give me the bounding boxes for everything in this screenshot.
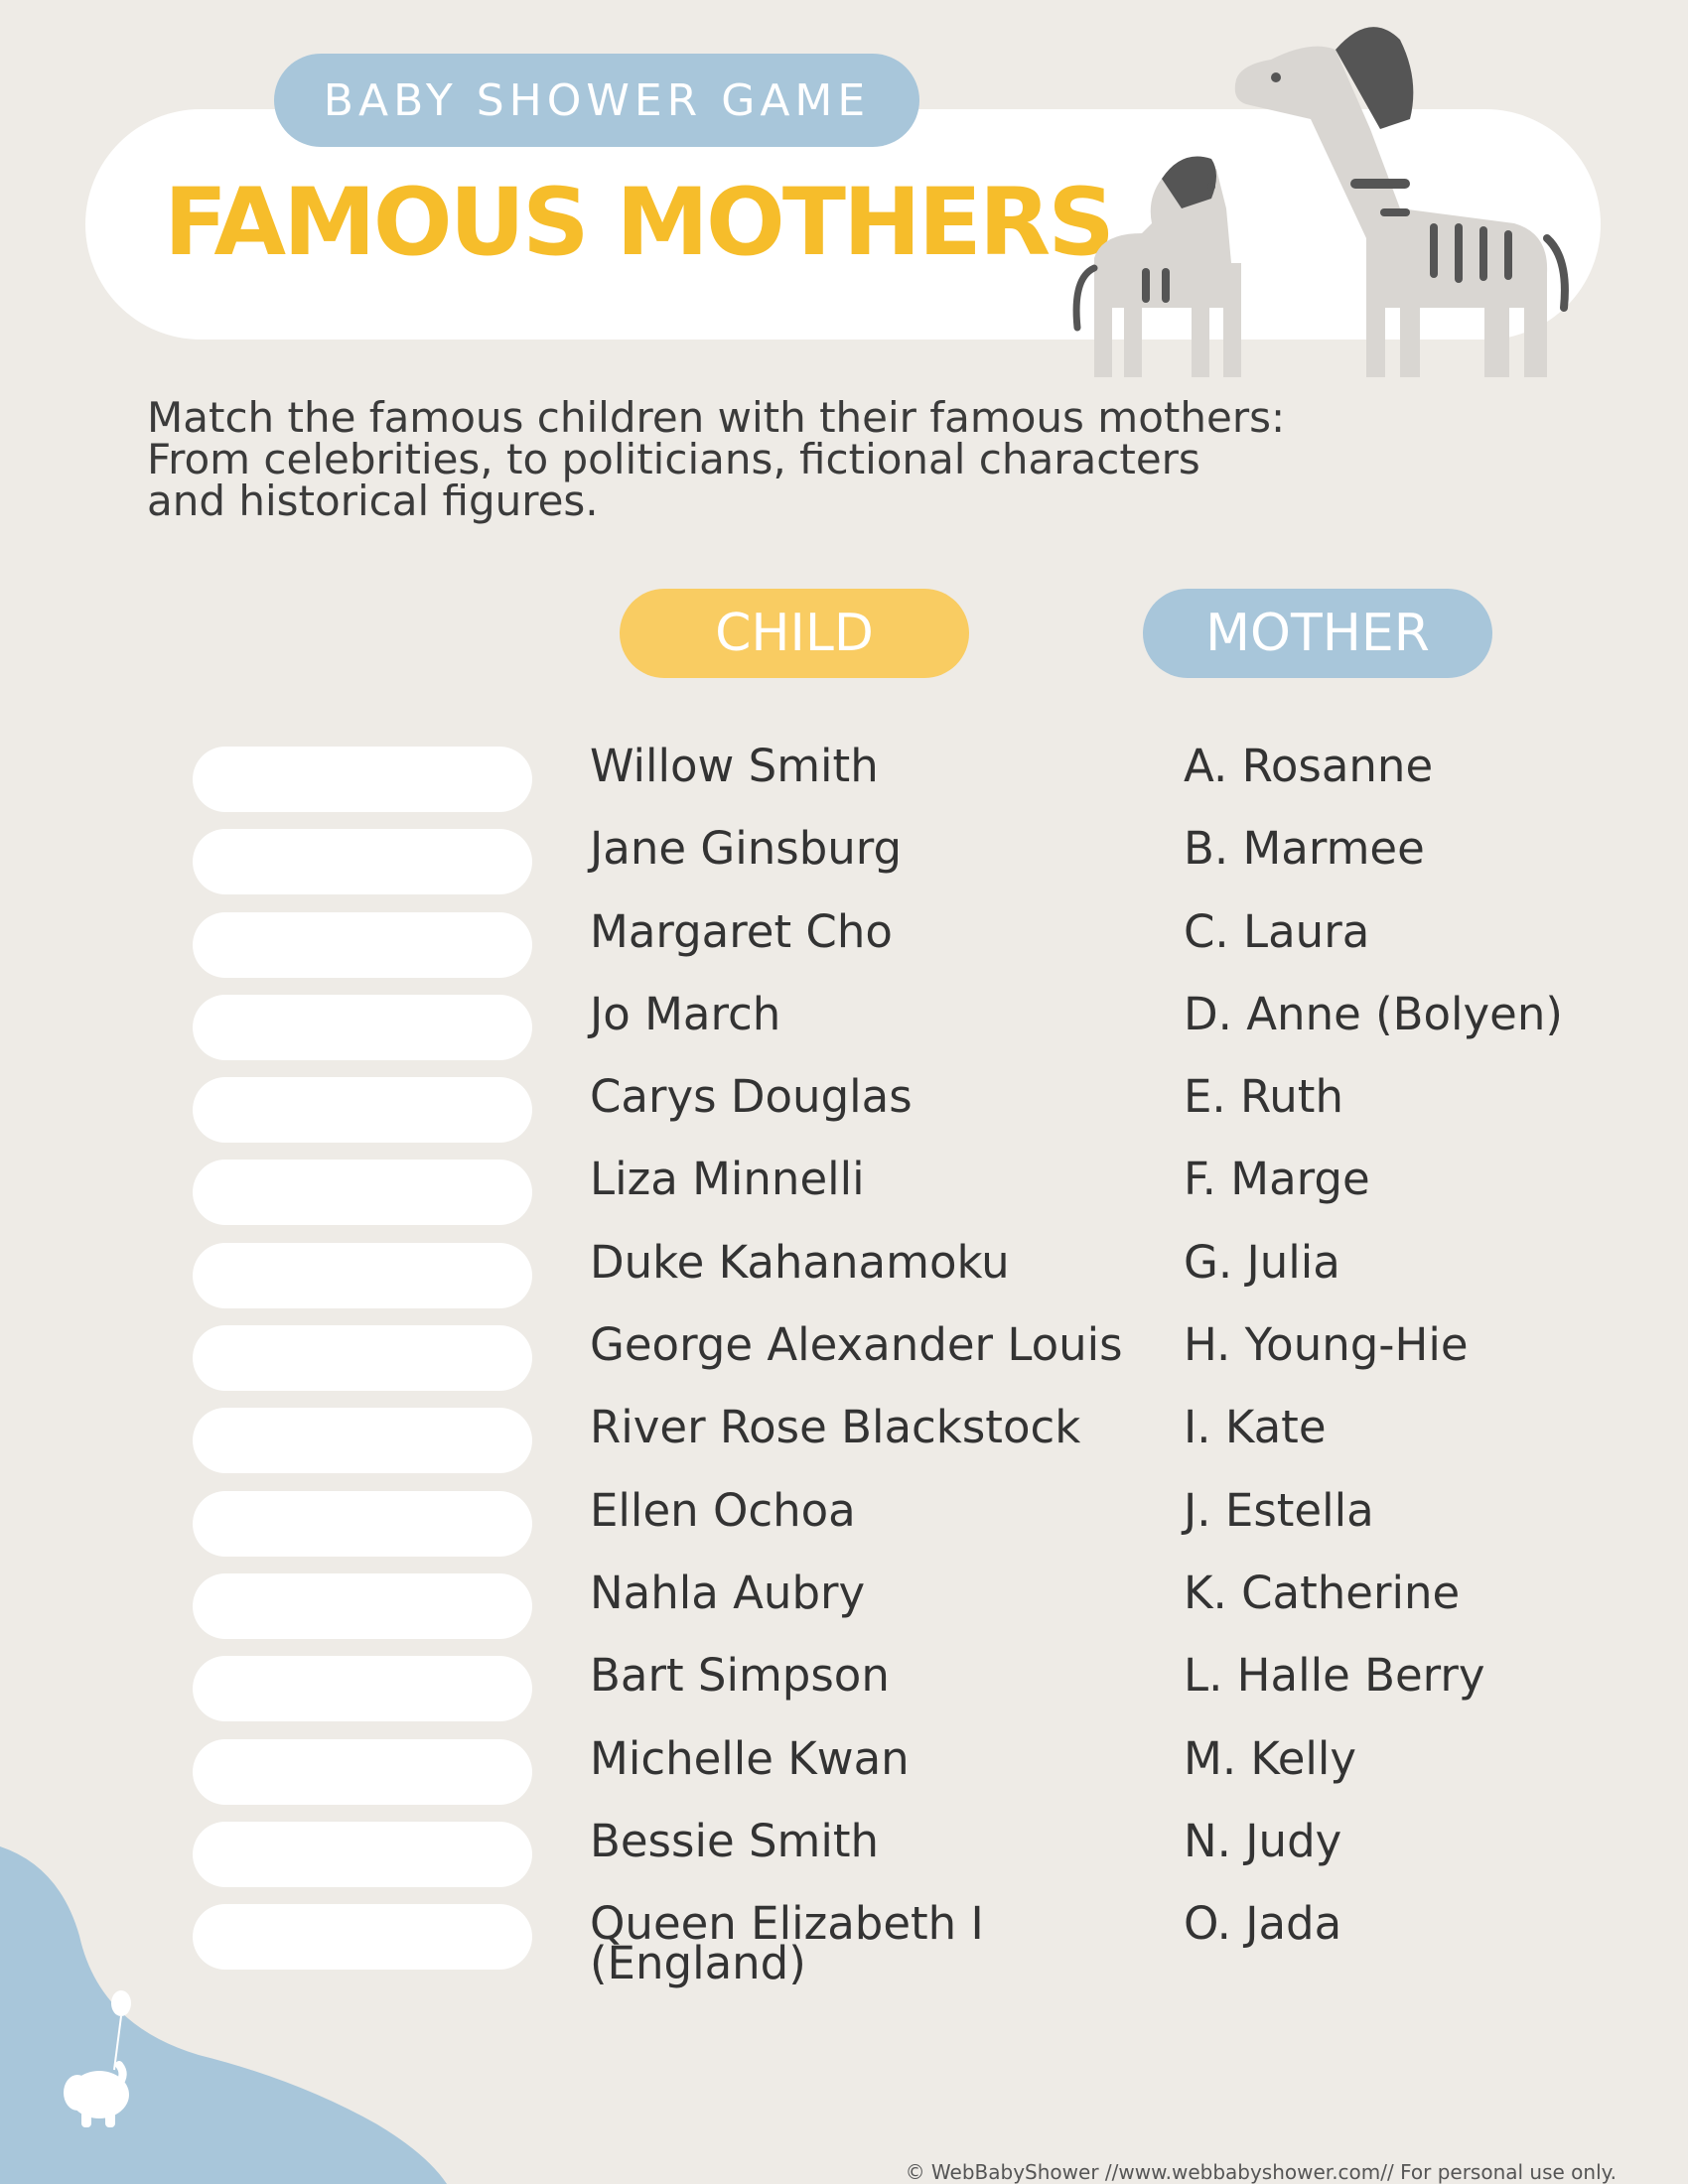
child-name: River Rose Blackstock [590,1401,1081,1454]
page-title: FAMOUS MOTHERS [164,169,1112,277]
mother-option: D. Anne (Bolyen) [1184,987,1563,1040]
list-item [0,1731,1688,1818]
answer-field[interactable] [193,829,532,894]
instruction-line: From celebrities, to politicians, fictional characters [147,435,1200,483]
child-name: Bart Simpson [590,1649,890,1703]
instructions [147,393,1458,525]
list-item [0,1153,1688,1238]
answer-field[interactable] [193,1243,532,1308]
answer-field[interactable] [193,1739,532,1805]
mother-option: N. Judy [1184,1814,1342,1867]
game-tag: BABY SHOWER GAME [274,54,919,147]
adult-zebra-icon [1235,27,1565,377]
child-column-header: CHILD [620,589,969,678]
child-name: Carys Douglas [590,1070,913,1124]
answer-field[interactable] [193,1077,532,1143]
child-name: Margaret Cho [590,904,893,958]
mother-column-header: MOTHER [1143,589,1492,678]
list-item [0,987,1688,1073]
answer-field[interactable] [193,995,532,1060]
mother-option: F. Marge [1184,1153,1370,1206]
answer-field[interactable] [193,912,532,978]
list-item [0,904,1688,991]
list-item [0,822,1688,907]
mother-option: J. Estella [1184,1483,1374,1537]
instruction-line: and historical figures. [147,477,599,525]
list-item [0,1070,1688,1156]
child-name: Bessie Smith [590,1814,880,1867]
mother-option: O. Jada [1184,1897,1342,1951]
answer-field[interactable] [193,1573,532,1639]
child-name: Liza Minnelli [590,1153,865,1206]
answer-field[interactable] [193,1408,532,1473]
child-name: George Alexander Louis [590,1318,1123,1372]
footer-credit: © WebBabyShower //www.webbabyshower.com// For personal use only. [905,2160,1617,2184]
list-item [0,1649,1688,1734]
mother-option: M. Kelly [1184,1731,1357,1785]
mother-option: E. Ruth [1184,1070,1343,1124]
mother-option: H. Young-Hie [1184,1318,1469,1372]
child-name: Queen Elizabeth I (England) [590,1897,984,1990]
list-item [0,1235,1688,1321]
mother-option: A. Rosanne [1184,740,1434,792]
mother-option: L. Halle Berry [1184,1649,1485,1703]
mother-option: C. Laura [1184,904,1370,958]
child-name: Nahla Aubry [590,1566,866,1619]
list-item [0,740,1688,825]
child-name: Michelle Kwan [590,1731,910,1785]
mother-option: B. Marmee [1184,822,1425,876]
answer-field[interactable] [193,1491,532,1557]
list-item [0,1318,1688,1404]
child-name: Jo March [590,987,781,1040]
decorative-blob [0,1827,556,2184]
baby-zebra-icon [1076,157,1241,378]
list-item [0,1401,1688,1486]
child-name: Ellen Ochoa [590,1483,856,1537]
answer-field[interactable] [193,1656,532,1721]
answer-field[interactable] [193,1160,532,1225]
instruction-line: Match the famous children with their famous mothers: [147,393,1286,442]
answer-field[interactable] [193,1325,532,1391]
child-name: Duke Kahanamoku [590,1235,1010,1289]
list-item [0,1566,1688,1652]
child-name: Willow Smith [590,740,879,792]
child-name: Jane Ginsburg [590,822,903,876]
answer-field[interactable] [193,747,532,812]
mother-option: K. Catherine [1184,1566,1461,1619]
mother-option: G. Julia [1184,1235,1340,1289]
mother-option: I. Kate [1184,1401,1327,1454]
matching-list [0,740,1688,1990]
zebra-pair-illustration [1053,10,1609,387]
list-item [0,1483,1688,1570]
